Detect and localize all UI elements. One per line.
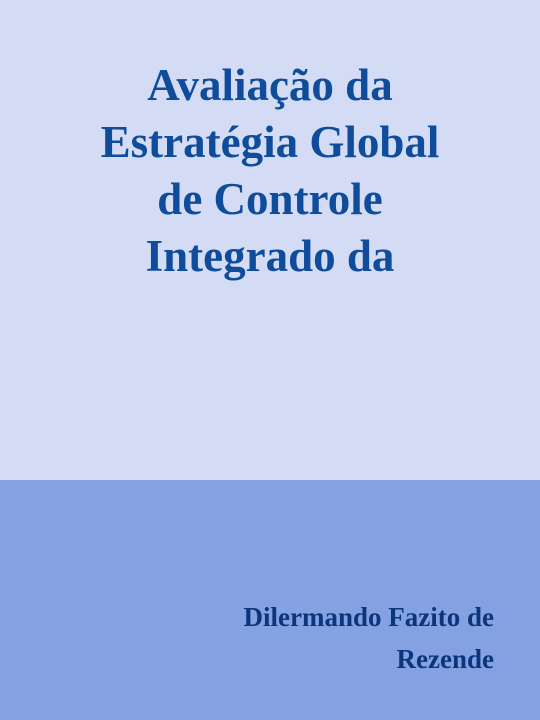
title-line-3: de Controle xyxy=(157,174,383,224)
title-line-4: Integrado da xyxy=(145,231,395,281)
author-line-1: Dilermando Fazito de xyxy=(243,602,494,632)
author-line-2: Rezende xyxy=(396,644,494,674)
title-line-1: Avaliação da xyxy=(147,60,393,110)
book-title xyxy=(0,57,540,285)
title-line-2: Estratégia Global xyxy=(100,117,440,167)
book-author xyxy=(244,596,494,680)
